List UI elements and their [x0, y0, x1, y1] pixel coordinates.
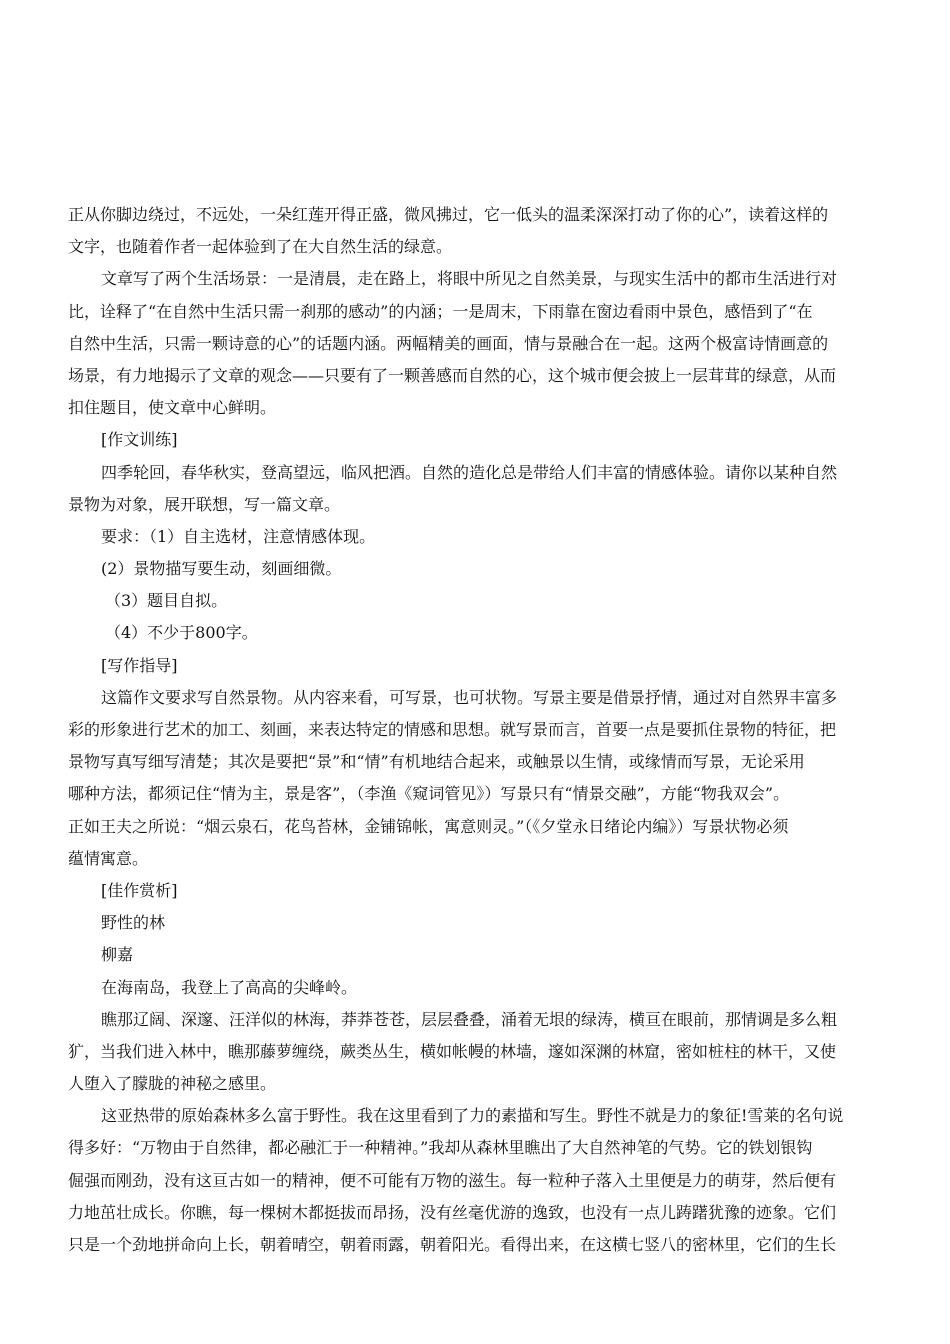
text-line: 这亚热带的原始森林多么富于野性。我在这里看到了力的素描和写生。野性不就是力的象征!雪莱的名句说 — [101, 1106, 844, 1126]
text-line: 自然中生活，只需一颗诗意的心”的话题内涵。两幅精美的画面，情与景融合在一起。这两个极富诗情画意的 — [68, 333, 829, 353]
text-line: 蕴情寓意。 — [68, 848, 149, 868]
text-line: 这篇作文要求写自然景物。从内容来看，可写景，也可状物。写景主要是借景抒情，通过对自然界丰富多 — [101, 687, 838, 707]
text-line: 要求：（1）自主选材，注意情感体现。 — [101, 526, 376, 546]
text-line: 场景，有力地揭示了文章的观念——只要有了一颗善感而自然的心，这个城市便会披上一层茸茸的绿意，从而 — [68, 365, 837, 385]
text-line: 野性的林 — [101, 913, 166, 933]
text-line: 四季轮回，春华秋实，登高望远，临风把酒。自然的造化总是带给人们丰富的情感体验。请你以某种自然 — [101, 462, 838, 482]
text-line: 瞧那辽阔、深邃、汪洋似的林海，莽莽苍苍，层层叠叠，涌着无垠的绿涛，横亘在眼前，那情调是多么粗 — [101, 1009, 838, 1029]
text-line: （3）题目自拟。 — [105, 591, 228, 611]
text-line: 彩的形象进行艺术的加工、刻画，来表达特定的情感和思想。就写景而言，首要一点是要抓住景物的特征，把 — [68, 720, 837, 739]
text-line: 人堕入了朦胧的神秘之感里。 — [68, 1074, 277, 1094]
text-line: 景物为对象，展开联想，写一篇文章。 — [68, 494, 341, 514]
document-body — [68, 199, 886, 1261]
text-line: 力地茁壮成长。你瞧，每一棵树木都挺拔而昂扬，没有丝毫优游的逸致，也没有一点儿踌躇犹豫的迹象。它们 — [68, 1202, 837, 1222]
text-line: （4）不少于800字。 — [105, 623, 258, 643]
text-line: 扣住题目，使文章中心鲜明。 — [68, 398, 277, 418]
text-line: [作文训练] — [101, 430, 178, 450]
text-line: 正从你脚边绕过，不远处，一朵红莲开得正盛，微风拂过，它一低头的温柔深深打动了你的心”，读着这样的 — [68, 205, 829, 224]
text-line: 只是一个劲地拼命向上长，朝着晴空，朝着雨露，朝着阳光。看得出来，在这横七竖八的密林里，它们的生长 — [68, 1235, 837, 1254]
text-line: 得多好：“万物由于自然律，都必融汇于一种精神。”我却从森林里瞧出了大自然神笔的气势。它的铁划银钩 — [68, 1138, 813, 1158]
text-line: 正如王夫之所说：“烟云泉石，花鸟苔林，金铺锦帐，寓意则灵。”（《夕堂永日绪论内编》）写景状物必须 — [68, 816, 789, 836]
text-line: 文章写了两个生活场景：一是清晨，走在路上，将眼中所见之自然美景，与现实生活中的都市生活进行对 — [101, 269, 838, 289]
text-line: 犷，当我们进入林中，瞧那藤萝缠绕，蕨类丛生，横如帐幔的林墙，邃如深渊的林窟，密如桩柱的林干，又使 — [68, 1041, 837, 1061]
text-line: [佳作赏析] — [101, 880, 178, 900]
text-line: [写作指导] — [101, 655, 178, 675]
text-line: 在海南岛，我登上了高高的尖峰岭。 — [101, 977, 358, 997]
text-line: 比，诠释了“在自然中生活只需一刹那的感动”的内涵；一是周末，下雨靠在窗边看雨中景色，感悟到了“在 — [68, 301, 813, 321]
text-line: 柳嘉 — [101, 945, 134, 965]
text-line: 哪种方法，都须记住“情为主，景是客”，（李渔《窥词管见》）写景只有“情景交融”，方能“物我双会”。 — [68, 784, 790, 804]
text-line: 文字，也随着作者一起体验到了在大自然生活的绿意。 — [68, 237, 453, 257]
text-line: (2）景物描写要生动，刻画细微。 — [101, 559, 342, 579]
text-line: 倔强而刚劲，没有这亘古如一的精神，便不可能有万物的滋生。每一粒种子落入土里便是力的萌芽，然后便有 — [68, 1170, 837, 1190]
text-line: 景物写真写细写清楚；其次是要把“景”和“情”有机地结合起来，或触景以生情，或缘情而写景，无论采用 — [68, 752, 805, 772]
